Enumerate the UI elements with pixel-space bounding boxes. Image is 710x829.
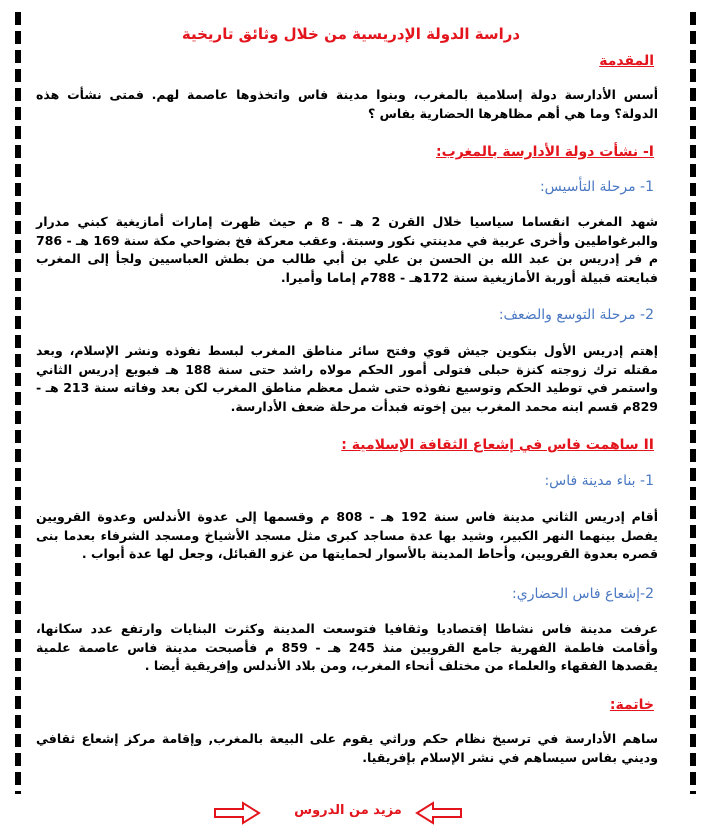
section1-sub2-paragraph: إهتم إدريس الأول بتكوين جيش قوي وفتح سائر مناطق المغرب لبسط نفوذه ونشر الإسلام، وبعد مقتله ترك زوجته كنزة حبلى فتولى أمور الحكم مولاه راشد حتى سنة 188 هـ فبويع إدريس الثاني واستمر في توطيد الحكم وتوسيع نفوذه حتى شمل معظم مناطق المغرب لكن بعد وفاته سنة 213 هـ - 829م قسم ابنه محمد المغرب بين إخوته فبدأت مرحلة ضعف الأدارسة. — [36, 343, 658, 414]
section1-sub1-heading: 1- مرحلة التأسيس: — [539, 179, 654, 195]
section2-sub1-paragraph: أقام إدريس الثاني مدينة فاس سنة 192 هـ - 808 م وقسمها إلى عدوة الأندلس وعدوة القرويين يفصل بينهما النهر الكبير، وشيد بها عدة مساجد كبرى مثل مسجد الأشياخ ومسجد الشرفاء بعدما بنى قصره بعدوة القرويين، وأحاط المدينة بالأسوار لحمايتها من غزو القبائل، وجعل لها عدة أبواب . — [36, 509, 658, 561]
intro-paragraph: أسس الأدارسة دولة إسلامية بالمغرب، وبنوا مدينة فاس واتخذوها عاصمة لهم. فمتى نشأت هذه الدولة؟ وما هي أهم مظاهرها الحضارية بفاس ؟ — [36, 87, 658, 121]
footer-nav — [0, 798, 710, 828]
section2-sub2-paragraph: عرفت مدينة فاس نشاطا إقتصاديا وثقافيا فتوسعت المدينة وكثرت البنايات وارتفع عدد سكانها، وأقامت فاطمة الفهرية جامع القرويين منذ 245 هـ - 859 م فأصبحت مدينة فاس عاصمة علمية يقصدها الفقهاء والعلماء من مختلف أنحاء المغرب، ومن بلاد الأندلس وإفريقية أيضا . — [36, 621, 659, 673]
section2-sub2-heading: 2-إشعاع فاس الحضاري: — [512, 586, 654, 602]
more-lessons-link[interactable]: مزيد من الدروس — [294, 803, 402, 818]
left-dashed-border — [15, 12, 21, 794]
arrow-left-icon[interactable] — [415, 801, 463, 825]
section1-sub2-heading: 2- مرحلة التوسع والضعف: — [498, 307, 654, 323]
arrow-right-icon[interactable] — [213, 801, 261, 825]
section1-sub1-paragraph: شهد المغرب انقساما سياسيا خلال القرن 2 هـ - 8 م حيث ظهرت إمارات أمازيغية كبني مدرار والبرغواطيين وأخرى عربية في مدينتي نكور وسبتة. وعقب معركة فخ بضواحي مكة سنة 169 هـ - 786 م فر إدريس بن عبد الله بن الحسن بن علي بن أبي طالب من بطش العباسيين ولجأ إلى المغرب فبايعته قبيلة أوربة الأمازيغية سنة 172هـ - 788م إماما وأميرا. — [36, 214, 659, 285]
page-title: دراسة الدولة الإدريسية من خلال وثائق تاريخية — [181, 25, 521, 43]
conclusion-paragraph: ساهم الأدارسة في ترسيخ نظام حكم وراثي يقوم على البيعة بالمغرب, وإقامة مركز إشعاع ثقافي وديني بفاس سيساهم في نشر الإسلام بإفريقيا. — [36, 731, 658, 765]
section2-sub1-heading: 1- بناء مدينة فاس: — [544, 473, 654, 489]
section1-heading: I- نشأت دولة الأدارسة بالمغرب: — [436, 144, 654, 160]
right-dashed-border — [690, 12, 696, 794]
section2-heading: II ساهمت فاس في إشعاع الثقافة الإسلامية : — [341, 437, 654, 453]
conclusion-heading: خاتمة: — [609, 697, 654, 713]
intro-heading: المقدمة — [599, 53, 654, 69]
